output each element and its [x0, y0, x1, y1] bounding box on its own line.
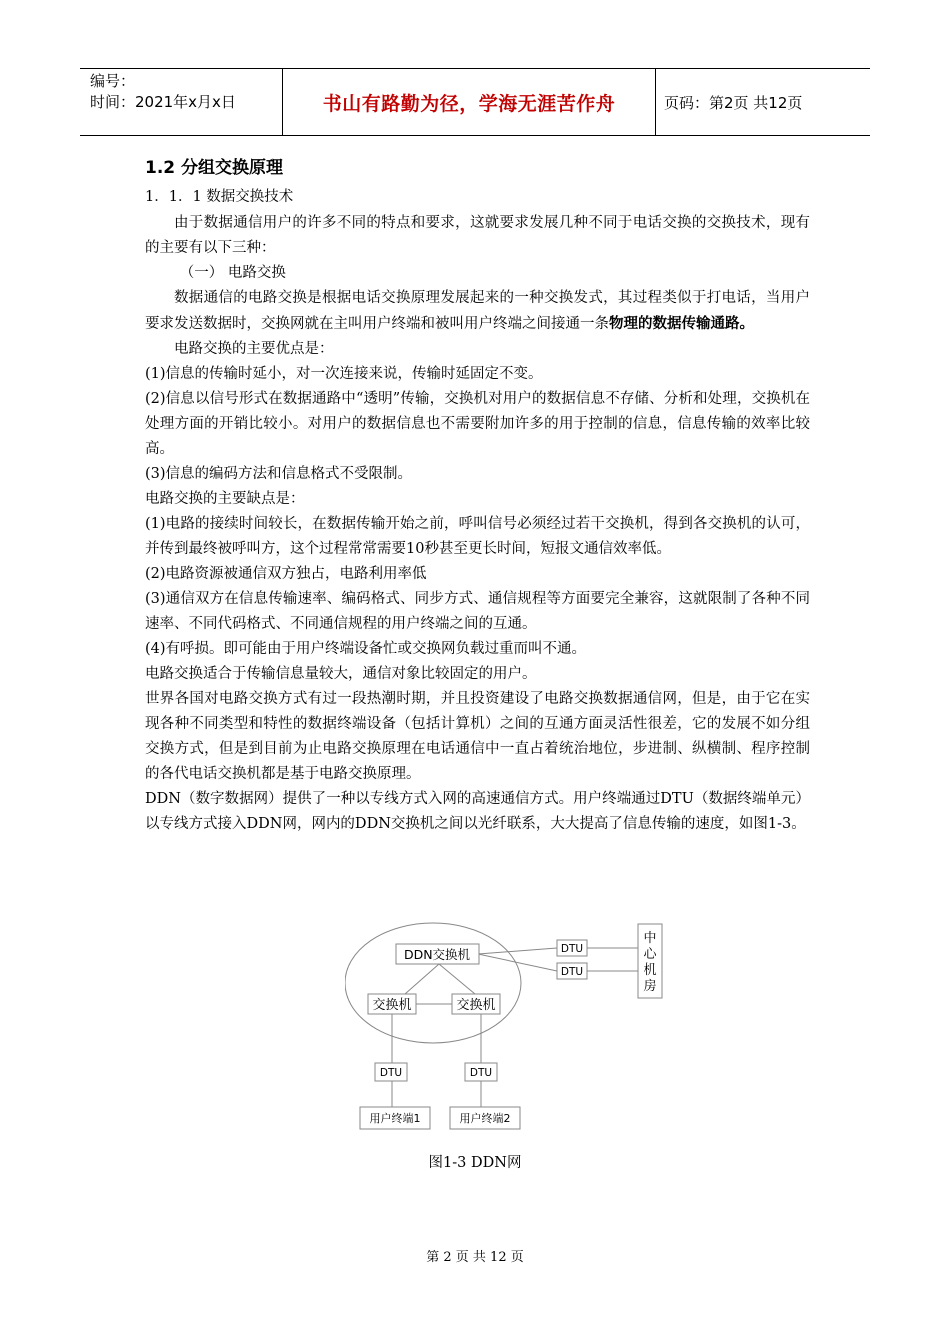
center-room-char: 心	[643, 947, 657, 962]
connector-line	[405, 964, 439, 994]
center-room-char: 机	[643, 963, 657, 978]
doc-number-label: 编号：	[90, 72, 136, 90]
dtu-top-1-label: DTU	[560, 943, 584, 955]
header-motto: 书山有路勤为径，学海无涯苦作舟	[322, 92, 616, 115]
terminal-2-label: 用户终端2	[459, 1112, 511, 1125]
header-divider	[655, 69, 656, 135]
document-body	[145, 155, 810, 837]
ddn-switch-label: DDN交换机	[403, 947, 471, 962]
history-paragraph: 世界各国对电路交换方式有过一段热潮时期，并且投资建设了电路交换数据通信网，但是，由于它在实现各种不同类型和特性的数据终端设备（包括计算机）之间的互通方面灵活性很差，它的发展不如分组交换方式，但是到目前为止电路交换原理在电话通信中一直占着统治地位，步进制、纵横制、程序控制的各代电话交换机都是基于电路交换原理。	[145, 691, 810, 782]
advantage-item: (1)信息的传输时延小，对一次连接来说，传输时延固定不变。	[145, 366, 543, 382]
section-title: 1.2 分组交换原理	[145, 158, 284, 178]
header-meta	[90, 71, 280, 113]
disadvantages-intro: 电路交换的主要缺点是：	[145, 491, 305, 507]
switch-label-a: 交换机	[372, 998, 412, 1013]
dtu-top-2-label: DTU	[560, 966, 584, 978]
subsection-title: 1．1．1 数据交换技术	[145, 189, 294, 205]
disadvantage-item: (1)电路的接续时间较长，在数据传输开始之前，呼叫信号必须经过若干交换机，得到各交换机的认可，并传到最终被呼叫方，这个过程常常需要10秒甚至更长时间，短报文通信效率低。	[145, 516, 810, 557]
page-footer: 第 2 页 共 12 页	[426, 1250, 524, 1265]
advantage-item: (3)信息的编码方法和信息格式不受限制。	[145, 466, 413, 482]
circuit-description-text: 数据通信的电路交换是根据电话交换原理发展起来的一种交换发式，其过程类似于打电话，当用户要求发送数据时，交换网就在主叫用户终端和被叫用户终端之间接通一条	[145, 290, 810, 332]
advantage-item: (2)信息以信号形式在数据通路中“透明”传输，交换机对用户的数据信息不存储、分析和处理，交换机在处理方面的开销比较小。对用户的数据信息也不需要附加许多的用于控制的信息，信息传输的效率比较高。	[145, 391, 810, 457]
suitability-paragraph: 电路交换适合于传输信息量较大，通信对象比较固定的用户。	[145, 666, 537, 682]
doc-time-label: 时间：2021年x月x日	[90, 93, 236, 111]
header-page-number: 页码：第2页 共12页	[664, 93, 803, 112]
intro-paragraph: 由于数据通信用户的许多不同的特点和要求，这就要求发展几种不同于电话交换的交换技术，现有的主要有以下三种：	[145, 215, 810, 256]
switch-label-b: 交换机	[456, 998, 496, 1013]
figure-caption: 图1-3 DDN网	[428, 1155, 522, 1171]
ddn-network-diagram	[345, 920, 675, 1135]
center-room-char: 中	[643, 931, 657, 946]
connector-line	[439, 964, 475, 994]
disadvantage-item: (2)电路资源被通信双方独占，电路利用率低	[145, 566, 427, 582]
advantages-intro: 电路交换的主要优点是：	[174, 341, 334, 357]
center-room-char: 房	[643, 979, 657, 994]
dtu-bottom-1-label: DTU	[379, 1067, 403, 1079]
ddn-network-ellipse	[345, 923, 521, 1043]
circuit-description-bold: 物理的数据传输通路。	[609, 315, 754, 332]
terminal-1-label: 用户终端1	[369, 1112, 421, 1125]
ddn-paragraph: DDN（数字数据网）提供了一种以专线方式入网的高速通信方式。用户终端通过DTU（数据终端单元）以专线方式接入DDN网，网内的DDN交换机之间以光纤联系，大大提高了信息传输的速度，如图1-3。	[145, 791, 810, 832]
item-heading: （一） 电路交换	[179, 265, 286, 281]
connector-line	[478, 948, 557, 954]
dtu-bottom-2-label: DTU	[469, 1067, 493, 1079]
circuit-description	[145, 286, 810, 337]
page-header	[80, 68, 870, 136]
disadvantage-item: (4)有呼损。即可能由于用户终端设备忙或交换网负载过重而叫不通。	[145, 641, 587, 657]
connector-line	[478, 954, 557, 971]
disadvantage-item: (3)通信双方在信息传输速率、编码格式、同步方式、通信规程等方面要完全兼容，这就限制了各种不同速率、不同代码格式、不同通信规程的用户终端之间的互通。	[145, 591, 810, 632]
